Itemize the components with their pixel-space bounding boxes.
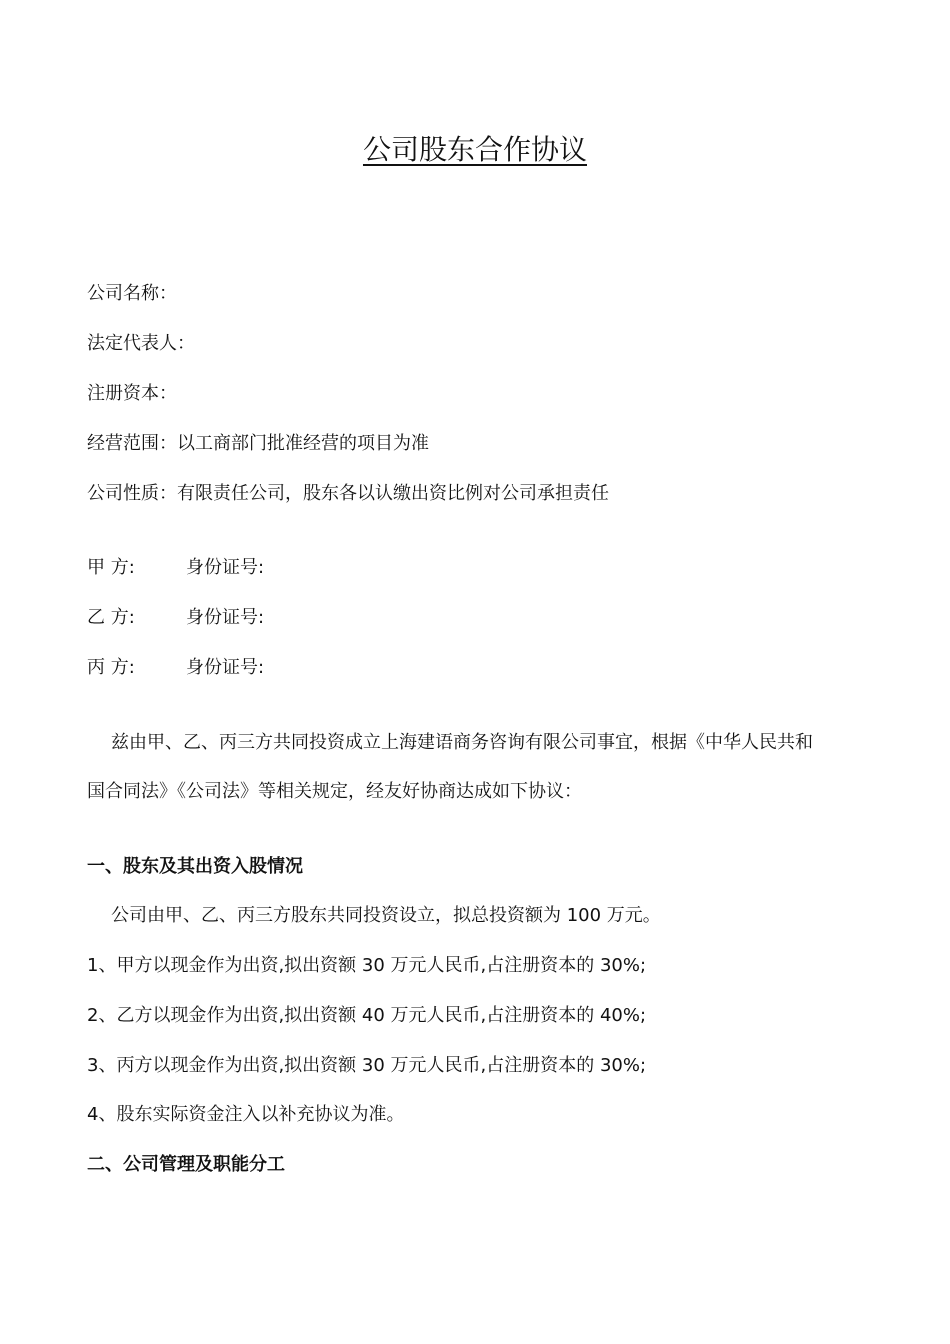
section-1-intro: 公司由甲、乙、丙三方股东共同投资设立，拟总投资额为 100 万元。 xyxy=(111,905,661,926)
party-c-label: 丙 方: xyxy=(87,657,135,678)
party-a-id-label: 身份证号: xyxy=(186,557,265,578)
legal-representative-field: 法定代表人： xyxy=(87,333,195,354)
party-a-row xyxy=(87,555,264,581)
document-title xyxy=(0,130,950,170)
preamble-line-1: 兹由甲、乙、丙三方共同投资成立上海建语商务咨询有限公司事宜，根据《中华人民共和 xyxy=(111,732,813,753)
registered-capital-field: 注册资本： xyxy=(87,383,177,404)
party-c-row xyxy=(87,655,264,681)
business-scope-field: 经营范围：以工商部门批准经营的项目为准 xyxy=(87,433,429,454)
section-1-item: 1、甲方以现金作为出资,拟出资额 30 万元人民币,占注册资本的 30%; xyxy=(87,955,647,976)
party-c-id-label: 身份证号: xyxy=(186,657,265,678)
section-1-item: 3、丙方以现金作为出资,拟出资额 30 万元人民币,占注册资本的 30%; xyxy=(87,1055,647,1076)
document-title-text: 公司股东合作协议 xyxy=(362,133,587,166)
section-1-heading: 一、股东及其出资入股情况 xyxy=(87,856,303,877)
party-b-id-label: 身份证号: xyxy=(186,607,265,628)
party-a-label: 甲 方: xyxy=(87,557,135,578)
preamble-line-2: 国合同法》《公司法》等相关规定，经友好协商达成如下协议： xyxy=(87,781,582,802)
party-b-label: 乙 方: xyxy=(87,607,135,628)
company-nature-field: 公司性质：有限责任公司，股东各以认缴出资比例对公司承担责任 xyxy=(87,483,609,504)
party-b-row xyxy=(87,605,264,631)
section-2-heading: 二、公司管理及职能分工 xyxy=(87,1154,285,1175)
section-1-item: 4、股东实际资金注入以补充协议为准。 xyxy=(87,1104,405,1125)
company-name-field: 公司名称： xyxy=(87,283,177,304)
section-1-item: 2、乙方以现金作为出资,拟出资额 40 万元人民币,占注册资本的 40%; xyxy=(87,1005,647,1026)
